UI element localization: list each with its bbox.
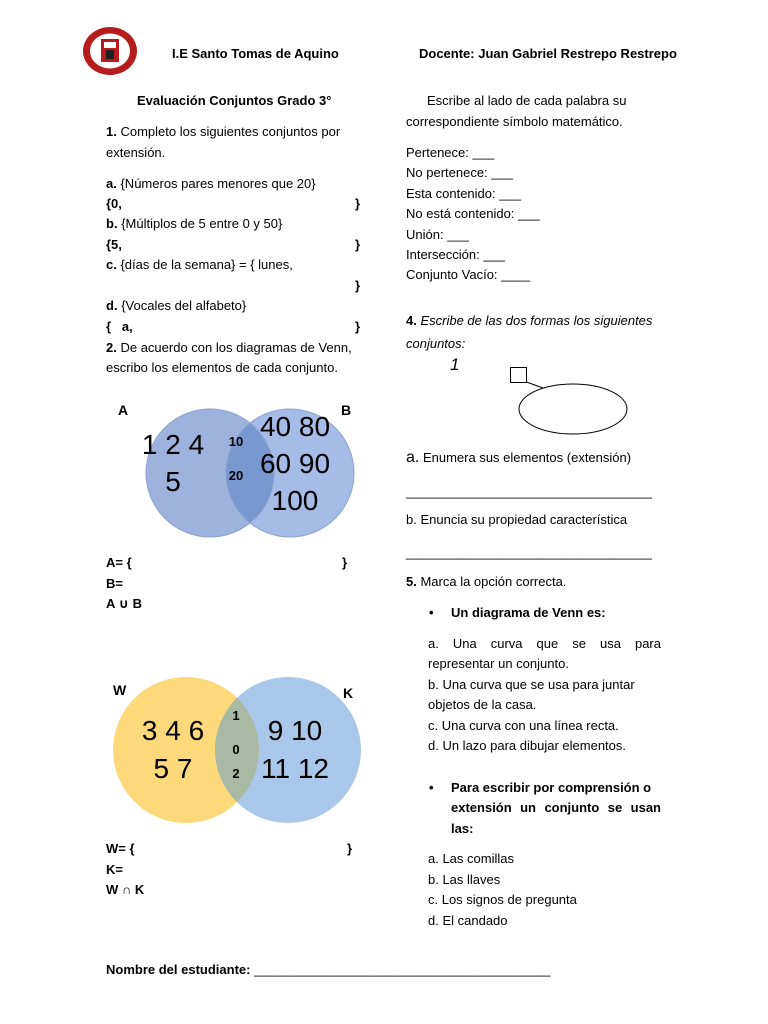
school-seal-icon <box>82 26 138 76</box>
venn-wk-elements-1: 1 <box>232 708 240 723</box>
answer-k: K= <box>106 862 123 877</box>
answer-a: A= { <box>106 555 132 570</box>
school-logo <box>82 26 138 76</box>
venn-diagram-ab <box>100 390 370 550</box>
q5-q2-option: b. Las llaves <box>428 872 501 887</box>
q4-b-answer-line: __________________________________ <box>406 545 652 560</box>
answer-w: W= { <box>106 841 135 856</box>
q1-d: d. {Vocales del alfabeto} <box>106 298 247 313</box>
q4-line1: 4. Escribe de las dos formas los siguientes <box>406 313 653 328</box>
q5-question-2-line2: extensión un conjunto se usan <box>451 800 661 815</box>
venn-b-elements-3: 100 <box>271 485 319 516</box>
venn-b-label: B <box>341 402 352 418</box>
q3-intro-line1: Escribe al lado de cada palabra su <box>427 93 627 108</box>
venn-ab-elements-1: 10 <box>228 434 244 449</box>
q5-question-1: • Un diagrama de Venn es: <box>451 603 606 623</box>
venn-ab-elements-2: 20 <box>228 468 244 483</box>
page-title: Evaluación Conjuntos Grado 3° <box>137 93 332 108</box>
q4-figure-number: 1 <box>450 355 460 374</box>
venn-k-label: K <box>343 685 354 701</box>
q1-b-answer-open: {5, <box>106 237 122 252</box>
q3-intro-line2: correspondiente símbolo matemático. <box>406 114 623 129</box>
q1-d-answer-open: { a, <box>106 319 133 334</box>
q3-item: Conjunto Vacío: ____ <box>406 267 531 282</box>
teacher-name: Docente: Juan Gabriel Restrepo Restrepo <box>419 46 677 61</box>
venn-a-elements-2: 5 <box>165 466 181 497</box>
venn-w-elements-1: 3 4 6 <box>141 715 205 746</box>
venn-a-elements-1: 1 2 4 <box>141 429 205 460</box>
q3-item: Intersección: ___ <box>406 247 506 262</box>
q2-line2: escribo los elementos de cada conjunto. <box>106 360 338 375</box>
venn-wk-elements-3: 2 <box>232 766 240 781</box>
q5-q1-option: d. Un lazo para dibujar elementos. <box>428 738 627 753</box>
q1-line2: extensión. <box>106 145 166 160</box>
answer-a-union-b: A ∪ B <box>106 596 143 611</box>
q1-c-answer-close: } <box>355 278 361 293</box>
q2-line1: 2. De acuerdo con los diagramas de Venn, <box>106 340 352 355</box>
q1-b: b. {Múltiplos de 5 entre 0 y 50} <box>106 216 283 231</box>
venn-b-elements-2: 60 90 <box>259 448 331 479</box>
student-name-field: Nombre del estudiante: _________________________________________ <box>106 962 551 977</box>
q5-question-2-line3: las: <box>451 821 474 836</box>
school-name: I.E Santo Tomas de Aquino <box>172 46 339 61</box>
answer-w-close: } <box>347 841 353 856</box>
q4-a: a. Enumera sus elementos (extensión) <box>406 449 632 466</box>
venn-w-label: W <box>113 682 127 698</box>
q5-q1-option: representar un conjunto. <box>428 656 569 671</box>
q5-q1-option: b. Una curva que se usa para juntar <box>428 677 635 692</box>
q4-a-answer-line: __________________________________ <box>406 484 652 499</box>
q3-item: Unión: ___ <box>406 227 469 242</box>
q3-item: No está contenido: ___ <box>406 206 540 221</box>
q5-q2-option: c. Los signos de pregunta <box>428 892 577 907</box>
venn-k-elements-2: 11 12 <box>261 753 329 784</box>
q4-set-figure <box>505 362 635 442</box>
q5-q2-option: a. Las comillas <box>428 851 514 866</box>
q1-a: a. {Números pares menores que 20} <box>106 176 316 191</box>
q1-c: c. {días de la semana} = { lunes, <box>106 257 293 272</box>
venn-wk-elements-2: 0 <box>232 742 240 757</box>
venn-w-elements-2: 5 7 <box>153 753 193 784</box>
venn-diagram-wk <box>100 672 370 832</box>
q4-b: b. Enuncia su propiedad característica <box>406 512 628 527</box>
q3-item: No pertenece: ___ <box>406 165 513 180</box>
q5-q1-option: c. Una curva con una línea recta. <box>428 718 619 733</box>
q4-line2: conjuntos: <box>406 336 466 351</box>
q1-line1: 1. Completo los siguientes conjuntos por <box>106 124 341 139</box>
q5-q2-option: d. El candado <box>428 913 508 928</box>
answer-a-close: } <box>342 555 348 570</box>
q5-q1-option: objetos de la casa. <box>428 697 537 712</box>
venn-b-elements-1: 40 80 <box>259 411 331 442</box>
q1-d-answer-close: } <box>355 319 361 334</box>
q1-b-answer-close: } <box>355 237 361 252</box>
q5-q1-option: a. Una curva que se usa para <box>428 636 661 651</box>
q3-item: Esta contenido: ___ <box>406 186 521 201</box>
q3-item: Pertenece: ___ <box>406 145 495 160</box>
answer-w-intersection-k: W ∩ K <box>106 882 145 897</box>
venn-k-elements-1: 9 10 <box>267 715 323 746</box>
venn-a-label: A <box>118 402 129 418</box>
q1-a-answer-close: } <box>355 196 361 211</box>
answer-b: B= <box>106 576 123 591</box>
q1-a-answer-open: {0, <box>106 196 122 211</box>
q5-question-2-line1: • Para escribir por comprensión o <box>451 778 661 798</box>
q5-heading: 5. Marca la opción correcta. <box>406 574 567 589</box>
